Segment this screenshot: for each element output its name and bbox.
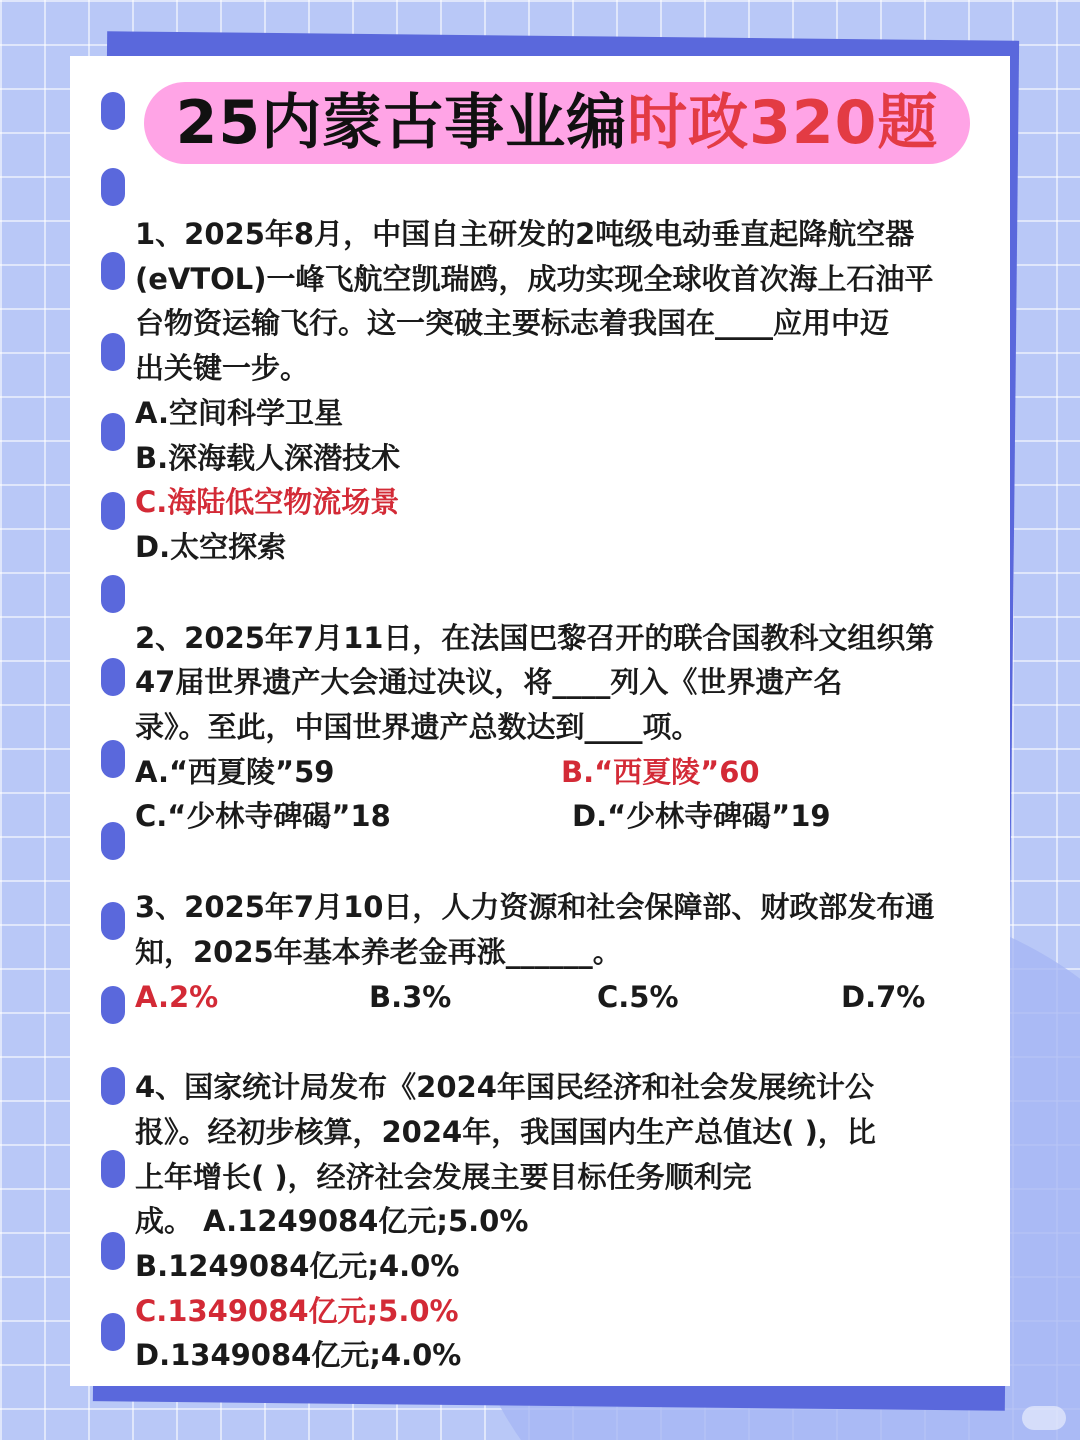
binder-ring <box>101 252 125 290</box>
option-c-answer: C.1349084亿元;5.0% <box>135 1293 459 1328</box>
option-b: B.3% <box>369 979 452 1014</box>
binder-ring <box>101 333 125 371</box>
question-4 <box>135 1065 995 1378</box>
question-3 <box>135 885 995 1019</box>
binder-ring <box>101 822 125 860</box>
option-a: A.空间科学卫星 <box>135 395 343 430</box>
option-d: D.7% <box>841 979 926 1014</box>
title-part-red: 时政320题 <box>627 88 939 158</box>
binder-ring <box>101 168 125 206</box>
binder-ring <box>101 986 125 1024</box>
title-part-black: 25内蒙古事业编 <box>175 88 628 158</box>
option-a: A.1249084亿元;5.0% <box>203 1204 529 1239</box>
question-text-line: 台物资运输飞行。这一突破主要标志着我国在____应用中迈 <box>135 306 890 341</box>
binder-ring <box>101 740 125 778</box>
binder-ring <box>101 1150 125 1188</box>
option-a: A.“西夏陵”59 <box>135 754 335 789</box>
option-d: D.1349084亿元;4.0% <box>135 1338 462 1373</box>
binder-ring <box>101 1313 125 1351</box>
question-text-line: 出关键一步。 <box>135 351 310 386</box>
question-text-line: (eVTOL)一峰飞航空凯瑞鸥，成功实现全球收首次海上石油平 <box>135 261 934 296</box>
question-text-line: 1、2025年8月，中国自主研发的2吨级电动垂直起降航空器 <box>135 217 915 251</box>
question-text-line: 成。 <box>135 1204 204 1239</box>
binder-ring <box>101 92 125 130</box>
binder-ring <box>101 658 125 696</box>
question-text-line: 3、2025年7月10日，人力资源和社会保障部、财政部发布通 <box>135 890 935 925</box>
question-1 <box>135 212 995 570</box>
option-d: D.“少林寺碑碣”19 <box>572 799 831 834</box>
question-text-line: 47届世界遗产大会通过决议，将____列入《世界遗产名 <box>135 665 843 700</box>
binder-ring <box>101 1232 125 1270</box>
option-b: B.深海载人深潜技术 <box>135 440 401 475</box>
question-text-line: 2、2025年7月11日，在法国巴黎召开的联合国教科文组织第 <box>135 620 935 655</box>
question-text-line: 4、国家统计局发布《2024年国民经济和社会发展统计公 <box>135 1070 874 1105</box>
question-2 <box>135 616 995 840</box>
binder-ring <box>101 575 125 613</box>
option-c-answer: C.海陆低空物流场景 <box>135 485 400 520</box>
option-c: C.5% <box>597 979 679 1014</box>
questions <box>135 212 995 1378</box>
option-b: B.1249084亿元;4.0% <box>135 1249 460 1284</box>
option-c: C.“少林寺碑碣”18 <box>135 799 391 834</box>
option-a-answer: A.2% <box>135 979 219 1014</box>
option-d: D.太空探索 <box>135 529 287 564</box>
question-text-line: 知，2025年基本养老金再涨______。 <box>135 934 622 969</box>
question-text-line: 上年增长( )，经济社会发展主要目标任务顺利完 <box>135 1159 752 1194</box>
question-text-line: 录》。至此，中国世界遗产总数达到____项。 <box>135 710 701 745</box>
binder-ring <box>101 1067 125 1105</box>
option-b-answer: B.“西夏陵”60 <box>561 754 760 789</box>
binder-ring <box>101 413 125 451</box>
title-banner <box>144 82 970 164</box>
question-text-line: 报》。经初步核算，2024年，我国国内生产总值达( )，比 <box>135 1114 876 1149</box>
binder-ring <box>101 902 125 940</box>
binder-ring <box>101 492 125 530</box>
watermark-badge <box>1022 1406 1066 1430</box>
page-title <box>175 88 939 158</box>
